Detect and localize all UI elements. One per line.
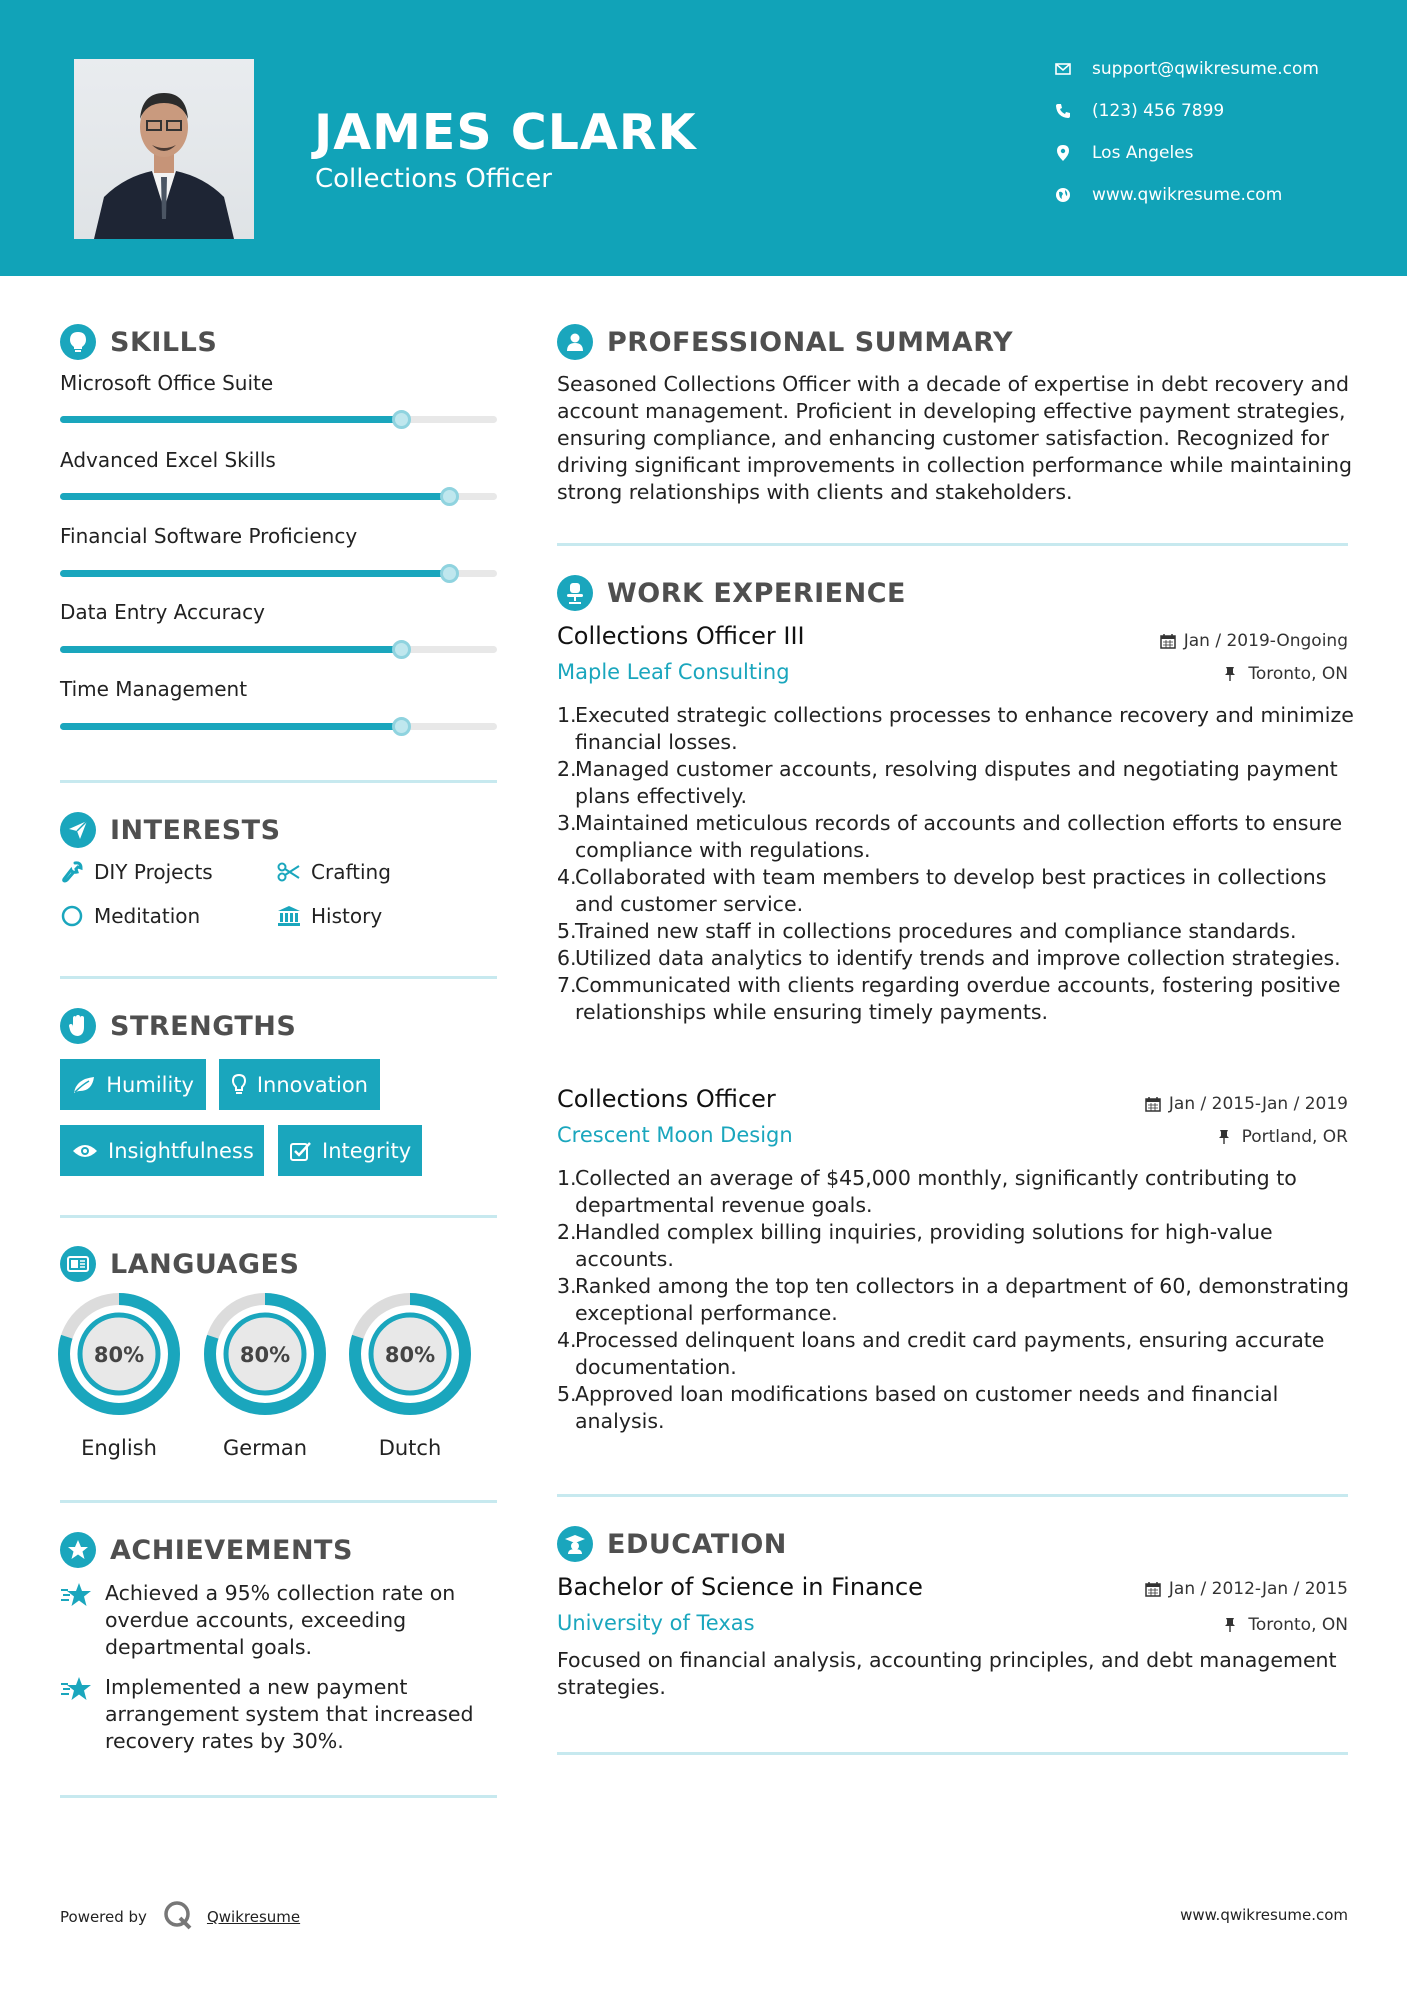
- strength-label: Integrity: [322, 1138, 412, 1163]
- skill-bar-fill: [60, 723, 401, 730]
- contact-email-text: support@qwikresume.com: [1092, 59, 1319, 79]
- school-name: University of Texas: [557, 1611, 755, 1635]
- contact-email[interactable]: [1054, 55, 1374, 83]
- checkbox-icon: [290, 1139, 312, 1163]
- skills-section-header: [60, 324, 217, 360]
- interest-item: [277, 904, 382, 928]
- section-divider: [557, 543, 1348, 546]
- language-donut: [348, 1292, 472, 1416]
- responsibility-text: Trained new staff in collections procedures and compliance standards.: [575, 919, 1297, 943]
- job-dates-text: Jan / 2015-Jan / 2019: [1168, 1094, 1348, 1114]
- summary-text: Seasoned Collections Officer with a decade of expertise in debt recovery and account management. Proficient in developing effective payment strategies, ensuring compliance, and enhancing customer satisfaction. Recognized for driving significant improvements in collection performance while maintaining strong relationships with clients and stakeholders.: [557, 372, 1352, 504]
- achievement-item: [60, 1674, 500, 1755]
- skill-bar-fill: [60, 416, 401, 423]
- star-icon: [60, 1674, 92, 1755]
- skill-bar-knob: [440, 487, 459, 506]
- candidate-title: Collections Officer: [315, 164, 552, 194]
- calendar-icon: [1145, 1096, 1161, 1112]
- language-name: English: [81, 1436, 157, 1460]
- section-divider: [60, 1500, 497, 1503]
- job-responsibilities: [557, 1165, 1357, 1435]
- interest-item: [60, 904, 200, 928]
- lightbulb-icon: [60, 324, 96, 360]
- skill-bar: [60, 723, 497, 730]
- responsibility-text: Managed customer accounts, resolving disputes and negotiating payment plans effectively.: [575, 757, 1338, 808]
- interest-label: Meditation: [94, 904, 201, 928]
- powered-by-text: Powered by: [60, 1908, 147, 1926]
- responsibility-text: Handled complex billing inquiries, providing solutions for high-value accounts.: [575, 1220, 1273, 1271]
- pushpin-icon: [1218, 1129, 1234, 1145]
- contact-website-text: www.qwikresume.com: [1092, 185, 1283, 205]
- education-dates-text: Jan / 2012-Jan / 2015: [1168, 1579, 1348, 1599]
- interest-label: History: [311, 904, 383, 928]
- calendar-icon: [1160, 633, 1176, 649]
- skill-bar: [60, 493, 497, 500]
- language-donut: [203, 1292, 327, 1416]
- language-donut: [57, 1292, 181, 1416]
- achievement-item: [60, 1580, 500, 1661]
- section-divider: [60, 780, 497, 783]
- contact-phone[interactable]: [1054, 97, 1374, 125]
- mail-icon: [1054, 60, 1072, 78]
- responsibility-item: 5. Trained new staff in collections procedures and compliance standards.: [557, 919, 1297, 943]
- interest-label: Crafting: [311, 860, 391, 884]
- skill-label: Microsoft Office Suite: [60, 371, 274, 395]
- language-percent: 80%: [239, 1343, 291, 1367]
- strengths-title: STRENGTHS: [110, 1010, 297, 1042]
- responsibility-item: 6. Utilized data analytics to identify trends and improve collection strategies.: [557, 946, 1341, 970]
- languages-section-header: [60, 1246, 299, 1282]
- job-company: Crescent Moon Design: [557, 1123, 793, 1147]
- experience-section-header: [557, 575, 906, 611]
- strength-tag: [60, 1125, 264, 1176]
- responsibility-text: Maintained meticulous records of accounts and collection efforts to ensure compliance with regulations.: [575, 811, 1343, 862]
- eye-icon: [72, 1139, 98, 1163]
- circle-icon: [60, 904, 84, 928]
- paper-plane-icon: [60, 812, 96, 848]
- responsibility-text: Collected an average of $45,000 monthly, significantly contributing to departmental revenue goals.: [575, 1166, 1297, 1217]
- job-location-text: Portland, OR: [1241, 1127, 1348, 1147]
- language-item: [348, 1292, 472, 1460]
- job-dates: [1145, 1094, 1348, 1114]
- skill-bar: [60, 570, 497, 577]
- strength-tag: [219, 1059, 380, 1110]
- footer-website[interactable]: www.qwikresume.com: [1180, 1906, 1348, 1924]
- location-pin-icon: [1054, 144, 1072, 162]
- section-divider: [60, 976, 497, 979]
- job-location-text: Toronto, ON: [1248, 664, 1348, 684]
- skill-bar-knob: [392, 410, 411, 429]
- responsibility-text: Executed strategic collections processes to enhance recovery and minimize financial losses.: [575, 703, 1354, 754]
- responsibility-text: Communicated with clients regarding overdue accounts, fostering positive relationships while ensuring timely payments.: [575, 973, 1341, 1024]
- responsibility-text: Ranked among the top ten collectors in a department of 60, demonstrating exceptional performance.: [575, 1274, 1349, 1325]
- education-description: Focused on financial analysis, accounting principles, and debt management strategies.: [557, 1648, 1337, 1699]
- job-title: Collections Officer III: [557, 622, 805, 650]
- responsibility-text: Collaborated with team members to develop best practices in collections and customer service.: [575, 865, 1327, 916]
- job-dates-text: Jan / 2019-Ongoing: [1183, 631, 1348, 651]
- skill-bar-knob: [392, 717, 411, 736]
- skill-bar-fill: [60, 570, 449, 577]
- language-name: German: [222, 1436, 308, 1460]
- graduate-icon: [557, 1526, 593, 1562]
- qwikresume-logo-icon: [163, 1900, 193, 1934]
- summary-title: PROFESSIONAL SUMMARY: [607, 326, 1014, 358]
- education-location: [1224, 1615, 1348, 1635]
- scissors-icon: [277, 860, 301, 884]
- responsibility-item: 3. Ranked among the top ten collectors in a department of 60, demonstrating exceptional performance.: [557, 1273, 1357, 1327]
- job-location: [1224, 664, 1348, 684]
- interests-section-header: [60, 812, 281, 848]
- summary-section-header: [557, 324, 1013, 360]
- education-title: EDUCATION: [607, 1528, 787, 1560]
- job-company: Maple Leaf Consulting: [557, 660, 790, 684]
- section-divider: [60, 1795, 497, 1798]
- interests-title: INTERESTS: [110, 814, 281, 846]
- skill-bar-fill: [60, 493, 449, 500]
- section-divider: [60, 1215, 497, 1218]
- responsibility-item: 3. Maintained meticulous records of accounts and collection efforts to ensure compliance with regulations.: [557, 810, 1357, 864]
- calendar-icon: [1145, 1581, 1161, 1597]
- language-percent: 80%: [384, 1343, 436, 1367]
- job-title: Collections Officer: [557, 1085, 776, 1113]
- footer-powered-by: [60, 1900, 300, 1934]
- responsibility-text: Utilized data analytics to identify trends and improve collection strategies.: [575, 946, 1341, 970]
- hand-icon: [60, 1008, 96, 1044]
- skill-label: Advanced Excel Skills: [60, 448, 276, 472]
- degree-title: Bachelor of Science in Finance: [557, 1573, 923, 1601]
- responsibility-item: 5. Approved loan modifications based on customer needs and financial analysis.: [557, 1381, 1357, 1435]
- achievements-title: ACHIEVEMENTS: [110, 1534, 353, 1566]
- interest-item: [60, 860, 213, 884]
- star-badge-icon: [60, 1532, 96, 1568]
- resume-header: [0, 0, 1407, 276]
- strength-tag: [60, 1059, 206, 1110]
- responsibility-item: 7. Communicated with clients regarding overdue accounts, fostering positive relationships while ensuring timely payments.: [557, 972, 1357, 1026]
- language-name: Dutch: [378, 1436, 442, 1460]
- lightbulb-icon: [231, 1073, 247, 1097]
- pushpin-icon: [1224, 1617, 1240, 1633]
- contact-website[interactable]: [1054, 181, 1374, 209]
- strength-tag: [278, 1125, 422, 1176]
- globe-icon: [1054, 186, 1072, 204]
- education-location-text: Toronto, ON: [1248, 1615, 1348, 1635]
- user-icon: [557, 324, 593, 360]
- phone-icon: [1054, 102, 1072, 120]
- responsibility-item: 1. Executed strategic collections processes to enhance recovery and minimize financial losses.: [557, 702, 1357, 756]
- responsibility-item: 4. Processed delinquent loans and credit card payments, ensuring accurate documentation.: [557, 1327, 1357, 1381]
- language-icon: [60, 1246, 96, 1282]
- job-dates: [1160, 631, 1348, 651]
- responsibility-text: Processed delinquent loans and credit card payments, ensuring accurate documentation.: [575, 1328, 1325, 1379]
- languages-title: LANGUAGES: [110, 1248, 300, 1280]
- brand-link[interactable]: Qwikresume: [206, 1908, 301, 1926]
- section-divider: [557, 1494, 1348, 1497]
- contact-location-text: Los Angeles: [1092, 143, 1194, 163]
- skill-bar-knob: [440, 564, 459, 583]
- interest-item: [277, 860, 391, 884]
- responsibility-item: 1. Collected an average of $45,000 monthly, significantly contributing to departmental revenue goals.: [557, 1165, 1357, 1219]
- strength-label: Innovation: [256, 1072, 368, 1097]
- contact-location: [1054, 139, 1374, 167]
- skill-bar: [60, 646, 497, 653]
- responsibility-text: Approved loan modifications based on customer needs and financial analysis.: [575, 1382, 1279, 1433]
- office-chair-icon: [557, 575, 593, 611]
- experience-title: WORK EXPERIENCE: [607, 577, 906, 609]
- leaf-icon: [72, 1073, 96, 1097]
- section-divider: [557, 1752, 1348, 1755]
- language-item: [57, 1292, 181, 1460]
- education-dates: [1145, 1579, 1348, 1599]
- achievements-section-header: [60, 1532, 353, 1568]
- responsibility-item: 2. Managed customer accounts, resolving disputes and negotiating payment plans effectively.: [557, 756, 1357, 810]
- achievement-text: Achieved a 95% collection rate on overdue accounts, exceeding departmental goals.: [105, 1581, 456, 1659]
- candidate-name: JAMES CLARK: [314, 104, 697, 161]
- language-percent: 80%: [93, 1343, 145, 1367]
- skill-label: Data Entry Accuracy: [60, 600, 265, 624]
- skill-label: Financial Software Proficiency: [60, 524, 358, 548]
- strength-label: Insightfulness: [108, 1138, 254, 1163]
- profile-photo: [74, 59, 254, 239]
- skill-bar-knob: [392, 640, 411, 659]
- interest-label: DIY Projects: [94, 860, 213, 884]
- education-section-header: [557, 1526, 787, 1562]
- language-item: [203, 1292, 327, 1460]
- strengths-section-header: [60, 1008, 296, 1044]
- job-responsibilities: [557, 702, 1357, 1026]
- contact-phone-text: (123) 456 7899: [1092, 101, 1225, 121]
- bank-icon: [277, 904, 301, 928]
- skill-label: Time Management: [60, 677, 248, 701]
- pushpin-icon: [1224, 666, 1240, 682]
- wrench-icon: [60, 860, 84, 884]
- responsibility-item: 2. Handled complex billing inquiries, providing solutions for high-value accounts.: [557, 1219, 1357, 1273]
- star-icon: [60, 1580, 92, 1661]
- strength-label: Humility: [106, 1072, 194, 1097]
- skills-title: SKILLS: [110, 326, 218, 358]
- skill-bar-fill: [60, 646, 401, 653]
- job-location: [1218, 1127, 1348, 1147]
- skill-bar: [60, 416, 497, 423]
- responsibility-item: 4. Collaborated with team members to develop best practices in collections and customer service.: [557, 864, 1357, 918]
- achievement-text: Implemented a new payment arrangement system that increased recovery rates by 30%.: [105, 1675, 474, 1753]
